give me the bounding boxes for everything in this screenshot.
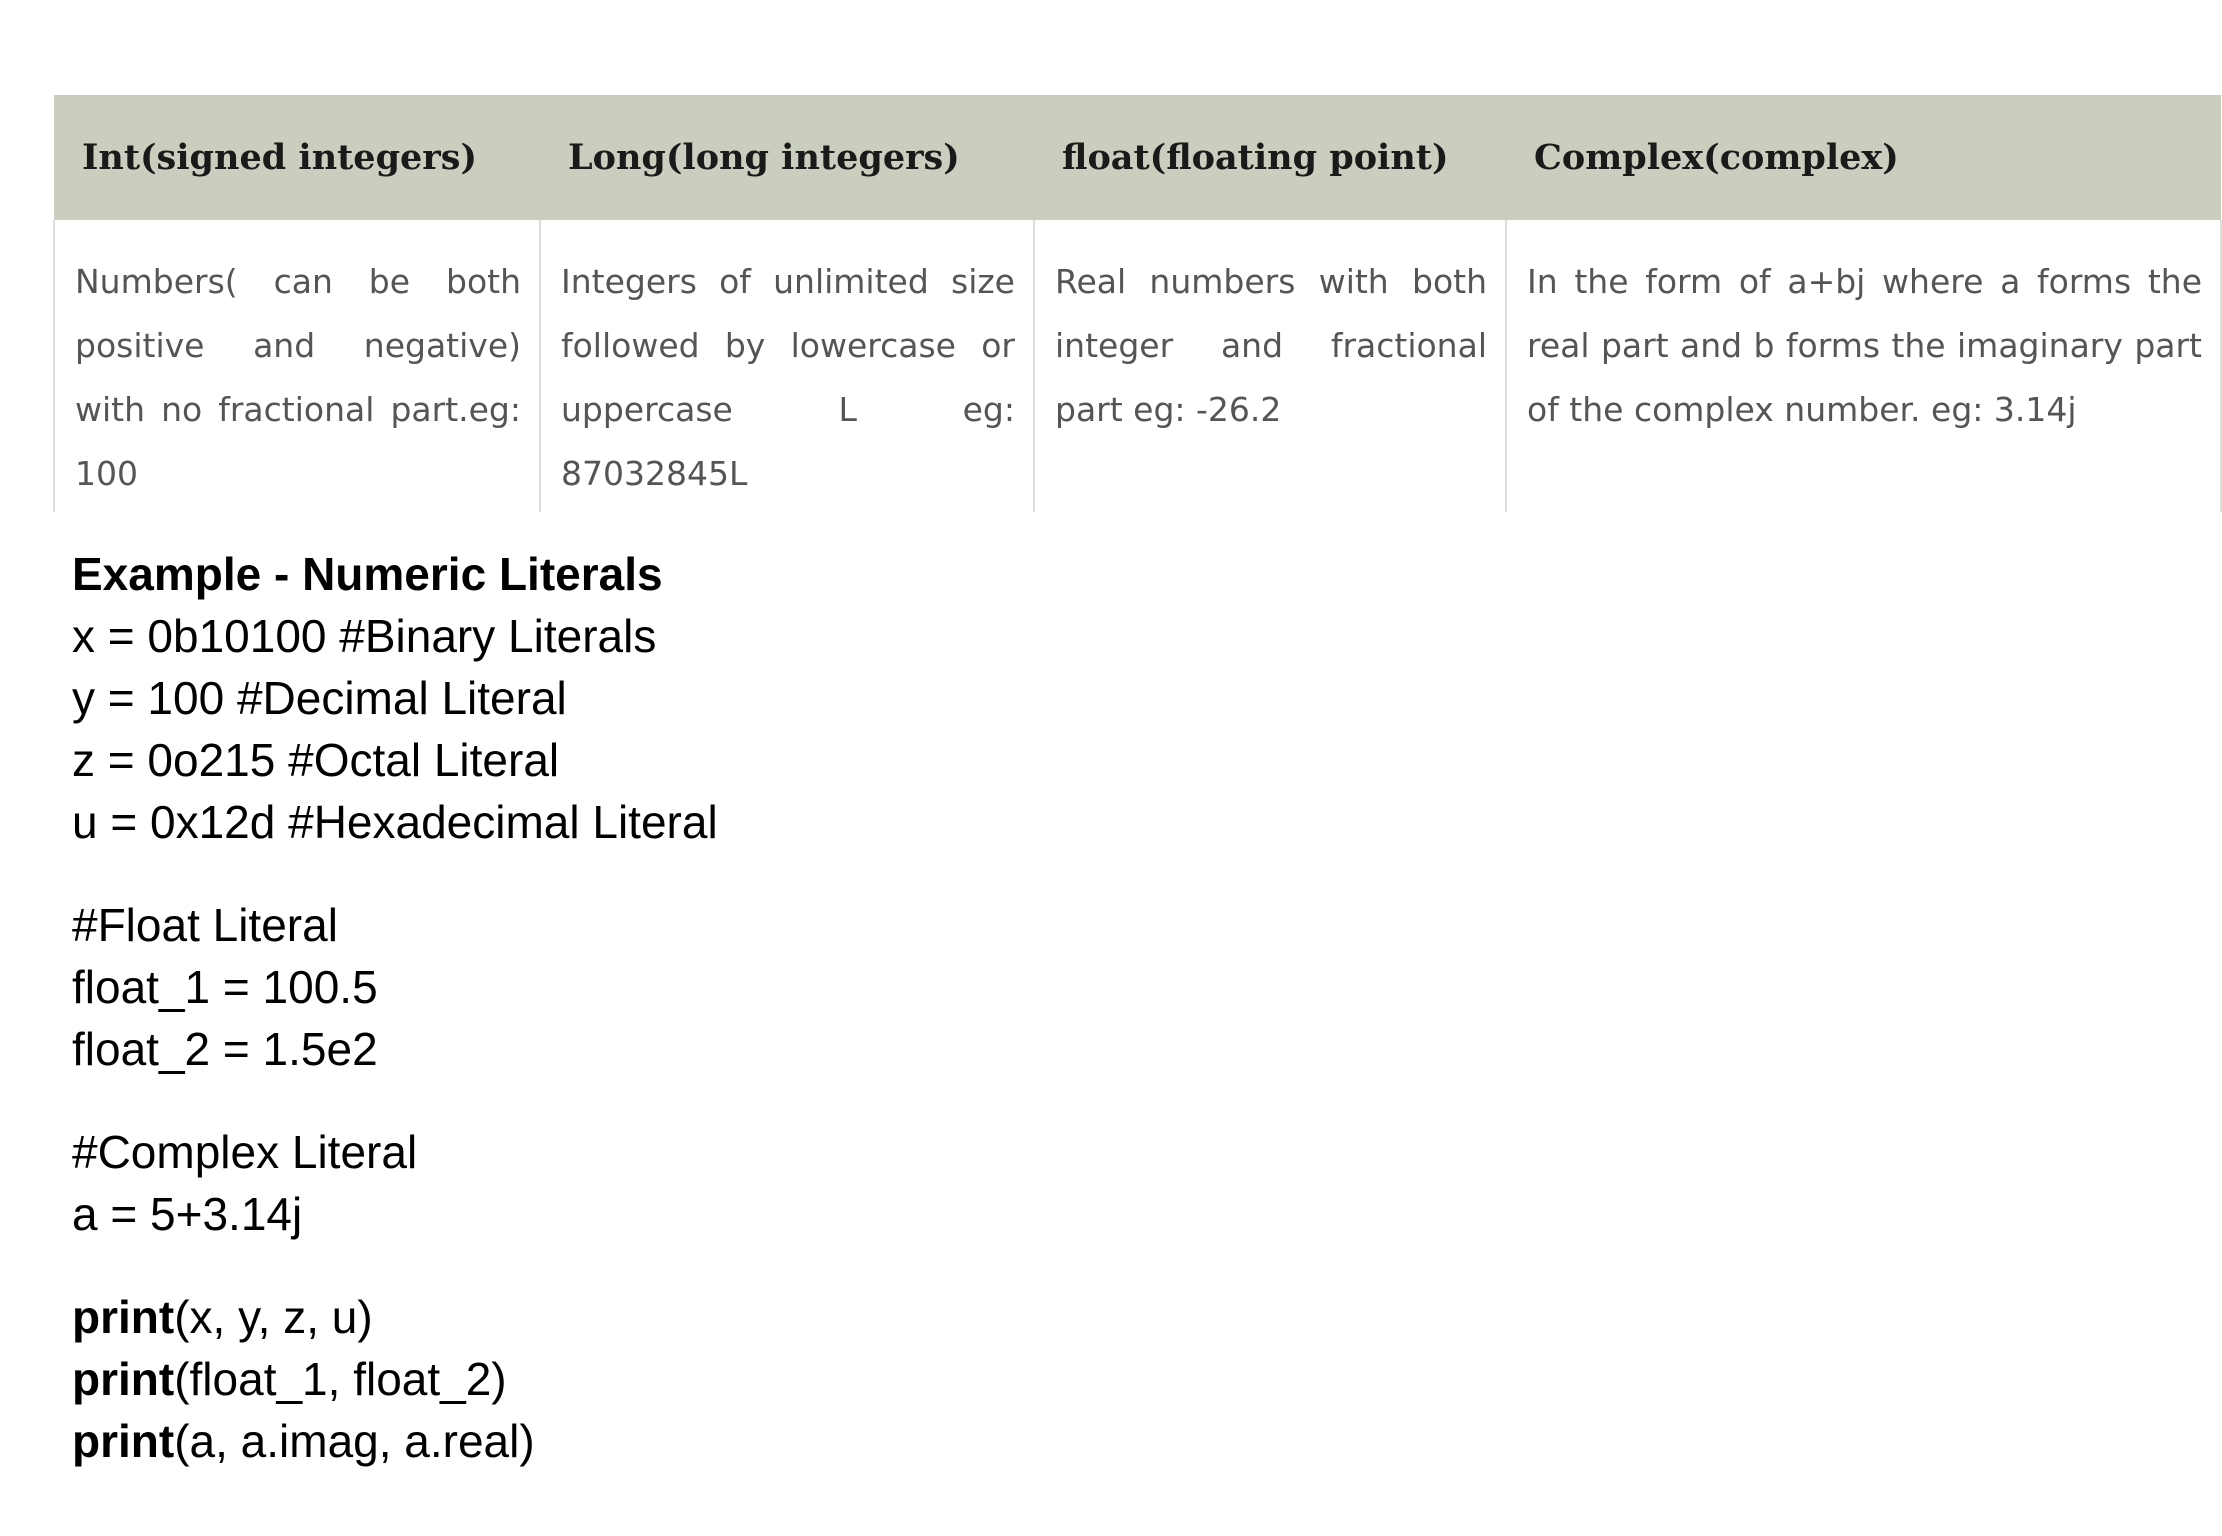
- numeric-types-table: [53, 95, 2222, 512]
- code-line-binary: x = 0b10100 #Binary Literals: [72, 610, 657, 662]
- complex-comment: #Complex Literal: [72, 1126, 418, 1178]
- cell-complex-description: In the form of a+bj where a forms the real part and b forms the imaginary part of the complex number. eg: 3.14j: [1506, 220, 2221, 512]
- code-line-float-2: float_2 = 1.5e2: [72, 1023, 378, 1075]
- print-keyword: print: [72, 1415, 175, 1467]
- table-row: [54, 220, 2221, 512]
- cell-int-description: Numbers( can be both positive and negative) with no fractional part.eg: 100: [54, 220, 540, 512]
- spacer: [72, 1245, 1272, 1286]
- print-args: (float_1, float_2): [174, 1353, 507, 1405]
- example-code-block: [72, 543, 1272, 1472]
- table-header-row: [54, 95, 2221, 220]
- print-keyword: print: [72, 1291, 175, 1343]
- print-line-1: [72, 1286, 1272, 1348]
- spacer: [72, 853, 1272, 894]
- header-complex: Complex(complex): [1506, 95, 2221, 220]
- header-float: float(floating point): [1034, 95, 1506, 220]
- print-args: (a, a.imag, a.real): [174, 1415, 535, 1467]
- code-line-complex: a = 5+3.14j: [72, 1188, 303, 1240]
- header-long: Long(long integers): [540, 95, 1034, 220]
- print-line-3: [72, 1410, 1272, 1472]
- float-comment: #Float Literal: [72, 899, 338, 951]
- print-line-2: [72, 1348, 1272, 1410]
- print-keyword: print: [72, 1353, 175, 1405]
- code-line-float-1: float_1 = 100.5: [72, 961, 378, 1013]
- cell-long-description: Integers of unlimited size followed by lowercase or uppercase L eg: 87032845L: [540, 220, 1034, 512]
- code-line-hex: u = 0x12d #Hexadecimal Literal: [72, 796, 718, 848]
- spacer: [72, 1080, 1272, 1121]
- code-line-decimal: y = 100 #Decimal Literal: [72, 672, 567, 724]
- code-line-octal: z = 0o215 #Octal Literal: [72, 734, 560, 786]
- cell-float-description: Real numbers with both integer and fractional part eg: -26.2: [1034, 220, 1506, 512]
- header-int: Int(signed integers): [54, 95, 540, 220]
- print-args: (x, y, z, u): [174, 1291, 373, 1343]
- example-title: Example - Numeric Literals: [72, 548, 663, 600]
